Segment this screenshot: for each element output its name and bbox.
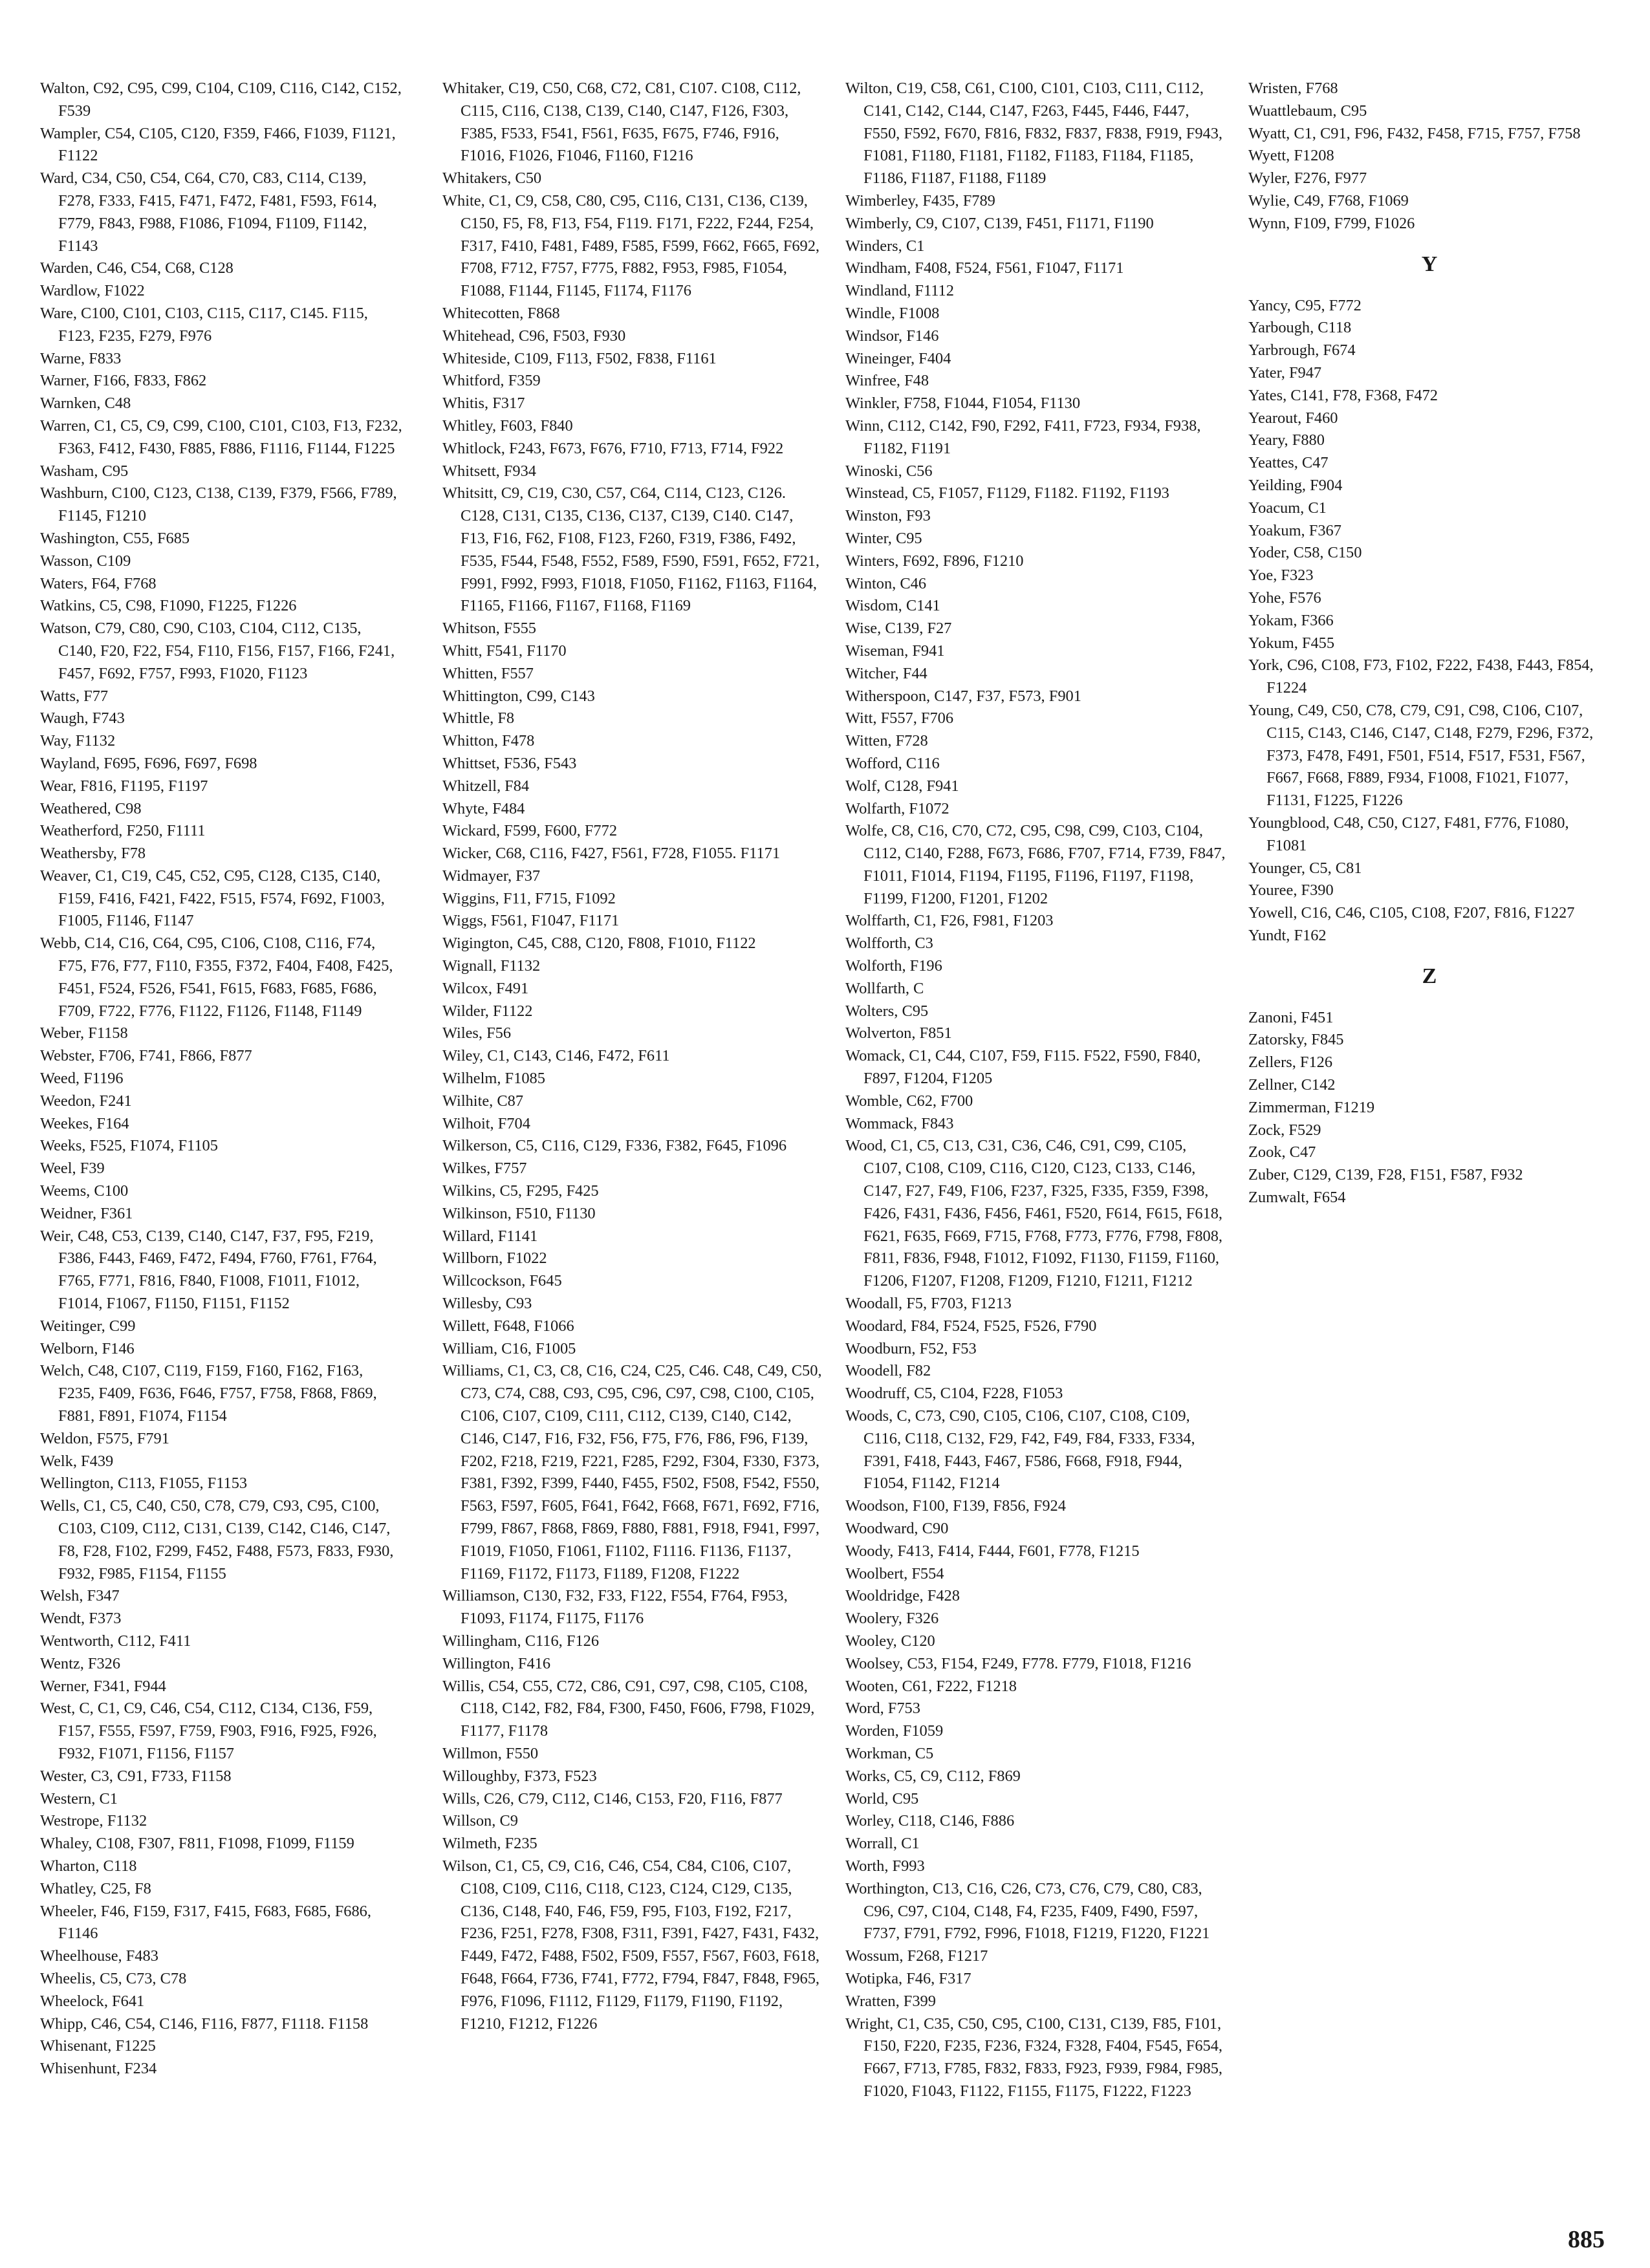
- index-entry: Wristen, F768: [1248, 80, 1338, 97]
- index-entry: Zuber, C129, C139, F28, F151, F587, F932: [1248, 1166, 1523, 1184]
- index-entry: Worth, F993: [845, 1857, 925, 1875]
- index-entry: Wampler, C54, C105, C120, F359, F466, F1039, F1121, F1122: [40, 124, 396, 165]
- index-entry: Wester, C3, C91, F733, F1158: [40, 1767, 232, 1785]
- index-entry: Whitzell, F84: [442, 777, 530, 795]
- index-entry: Yearout, F460: [1248, 409, 1338, 427]
- index-column-4: [1248, 78, 1611, 1209]
- index-entry: Wellington, C113, F1055, F1153: [40, 1474, 248, 1493]
- index-entry: Winstead, C5, F1057, F1129, F1182. F1192, F1193: [845, 484, 1169, 502]
- index-entry: Whitis, F317: [442, 394, 525, 413]
- index-entry: Whitsett, F934: [442, 462, 536, 480]
- index-entry: Willesby, C93: [442, 1295, 532, 1313]
- index-entry: Wylie, C49, F768, F1069: [1248, 191, 1409, 210]
- index-entry: Younger, C5, C81: [1248, 859, 1362, 877]
- index-entry: Winston, F93: [845, 507, 931, 525]
- index-entry: Whitt, F541, F1170: [442, 642, 567, 660]
- index-entry: Washington, C55, F685: [40, 529, 190, 547]
- index-entry: Welch, C48, C107, C119, F159, F160, F162, F163, F235, F409, F636, F646, F757, F758, F868, F869, F881, F891, F1074, F1154: [40, 1362, 377, 1425]
- index-entry: Wood, C1, C5, C13, C31, C36, C46, C91, C99, C105, C107, C108, C109, C116, C120, C123, C133, C146, C147, F27, F49, F106, F237, F325, F335, F359, F398, F426, F431, F436, F456, F461, F520, F614, F615, F618, F621, F635, F669, F715, F768, F773, F776, F798, F808, F811, F836, F948, F1012, F1092, F1130, F1159, F1160, F1206, F1207, F1208, F1209, F1210, F1211, F1212: [845, 1137, 1223, 1290]
- index-entry: Wells, C1, C5, C40, C50, C78, C79, C93, C95, C100, C103, C109, C112, C131, C139, C142, C146, C147, F8, F28, F102, F299, F452, F488, F573, F833, F930, F932, F985, F1154, F1155: [40, 1497, 394, 1582]
- index-entry: Womble, C62, F700: [845, 1092, 973, 1110]
- index-entry: Wyett, F1208: [1248, 147, 1334, 165]
- index-entry: Wignall, F1132: [442, 957, 541, 975]
- index-entry: Ward, C34, C50, C54, C64, C70, C83, C114, C139, F278, F333, F415, F471, F472, F481, F593, F614, F779, F843, F988, F1086, F1094, F1109, F1142, F1143: [40, 169, 377, 255]
- index-entry: Warnken, C48: [40, 394, 131, 413]
- index-entry: Woodall, F5, F703, F1213: [845, 1295, 1012, 1313]
- index-entry: Worley, C118, C146, F886: [845, 1812, 1015, 1830]
- index-entry: Workman, C5: [845, 1744, 934, 1762]
- index-entry: Yater, F947: [1248, 363, 1322, 382]
- index-column-1: [40, 78, 402, 2080]
- index-entry: Wiley, C1, C143, C146, F472, F611: [442, 1047, 670, 1065]
- index-entry: Whitlock, F243, F673, F676, F710, F713, F714, F922: [442, 439, 784, 457]
- index-entry: Wossum, F268, F1217: [845, 1947, 988, 1965]
- index-entry: Watson, C79, C80, C90, C103, C104, C112, C135, C140, F20, F22, F54, F110, F156, F157, F166, F241, F457, F692, F757, F993, F1020, F1123: [40, 620, 395, 682]
- index-entry: Whyte, F484: [442, 799, 525, 817]
- index-entry: Zock, F529: [1248, 1121, 1321, 1139]
- index-entry: Winter, C95: [845, 529, 922, 547]
- index-entry: Yoe, F323: [1248, 567, 1314, 585]
- index-entry: Wheeler, F46, F159, F317, F415, F683, F685, F686, F1146: [40, 1902, 371, 1943]
- index-entry: Wyatt, C1, C91, F96, F432, F458, F715, F757, F758: [1248, 124, 1581, 142]
- index-entry: Wheelis, C5, C73, C78: [40, 1969, 187, 1987]
- index-entry: Wolfforth, C3: [845, 934, 933, 953]
- index-entry: Winn, C112, C142, F90, F292, F411, F723, F934, F938, F1182, F1191: [845, 416, 1201, 457]
- index-entry: Whitecotten, F868: [442, 304, 560, 322]
- index-entry: Wills, C26, C79, C112, C146, C153, F20, F116, F877: [442, 1789, 783, 1808]
- index-column-2: [442, 78, 824, 2035]
- index-entry: Wolfarth, F1072: [845, 799, 950, 817]
- index-entry: Yundt, F162: [1248, 926, 1327, 944]
- index-entry: Woodson, F100, F139, F856, F924: [845, 1497, 1066, 1515]
- index-entry: Walton, C92, C95, C99, C104, C109, C116, C142, C152, F539: [40, 80, 402, 120]
- index-entry: Wratten, F399: [845, 1992, 936, 2010]
- index-entry: Young, C49, C50, C78, C79, C91, C98, C106, C107, C115, C143, C146, C147, C148, F279, F296, F372, F373, F478, F491, F501, F514, F517, F531, F567, F667, F668, F889, F934, F1008, F1021, F1077, F1131, F1225, F1226: [1248, 701, 1594, 810]
- index-entry: Weaver, C1, C19, C45, C52, C95, C128, C135, C140, F159, F416, F421, F422, F515, F574, F692, F1003, F1005, F1146, F1147: [40, 867, 385, 930]
- index-entry: Welk, F439: [40, 1452, 114, 1470]
- index-entry: Whiteside, C109, F113, F502, F838, F1161: [442, 349, 717, 367]
- index-entry: Witten, F728: [845, 732, 928, 750]
- index-entry: Whisenant, F1225: [40, 2037, 156, 2055]
- index-entry: Zumwalt, F654: [1248, 1189, 1346, 1207]
- index-entry: Wicker, C68, C116, F427, F561, F728, F1055. F1171: [442, 845, 781, 863]
- index-entry: Wayland, F695, F696, F697, F698: [40, 754, 257, 772]
- index-entry: Wheelock, F641: [40, 1992, 145, 2010]
- index-entry: Whittset, F536, F543: [442, 754, 577, 772]
- index-entry: Willingham, C116, F126: [442, 1632, 600, 1650]
- index-entry: Wilhelm, F1085: [442, 1070, 545, 1088]
- index-entry: Youngblood, C48, C50, C127, F481, F776, F1080, F1081: [1248, 814, 1569, 854]
- index-entry: Whatley, C25, F8: [40, 1879, 151, 1897]
- index-entry: Watkins, C5, C98, F1090, F1225, F1226: [40, 597, 297, 615]
- index-entry: Yohe, F576: [1248, 589, 1321, 607]
- index-entry: Wilhoit, F704: [442, 1114, 530, 1132]
- index-entry: Willcockson, F645: [442, 1272, 562, 1290]
- index-entry: Willmon, F550: [442, 1744, 539, 1762]
- index-entry: Wardlow, F1022: [40, 282, 145, 300]
- index-column-3: [845, 78, 1227, 2103]
- index-entry: Woodward, C90: [845, 1520, 949, 1537]
- index-entry: Whitakers, C50: [442, 169, 542, 188]
- index-entry: York, C96, C108, F73, F102, F222, F438, F443, F854, F1224: [1248, 656, 1594, 697]
- index-entry: Whitten, F557: [442, 664, 534, 682]
- index-entry: Weel, F39: [40, 1160, 105, 1178]
- index-entry: Weed, F1196: [40, 1070, 124, 1088]
- index-entry: Wentworth, C112, F411: [40, 1632, 191, 1650]
- index-entry: Wolfe, C8, C16, C70, C72, C95, C98, C99, C103, C104, C112, C140, F288, F673, F686, F707, F714, F739, F847, F1011, F1014, F1194, F1195, F1196, F1197, F1198, F1199, F1200, F1201, F1202: [845, 822, 1226, 907]
- index-entry: Whipp, C46, C54, C146, F116, F877, F1118. F1158: [40, 2014, 369, 2033]
- index-entry: Wofford, C116: [845, 754, 940, 772]
- index-entry: Weeks, F525, F1074, F1105: [40, 1137, 218, 1155]
- index-entry: Woolbert, F554: [845, 1564, 944, 1582]
- index-entry: Woodell, F82: [845, 1362, 931, 1380]
- index-entry: Woods, C, C73, C90, C105, C106, C107, C108, C109, C116, C118, C132, F29, F42, F49, F84, F333, F334, F391, F418, F443, F467, F586, F668, F918, F944, F1054, F1142, F1214: [845, 1407, 1195, 1493]
- index-entry: Wynn, F109, F799, F1026: [1248, 214, 1415, 232]
- index-entry: Winters, F692, F896, F1210: [845, 552, 1024, 570]
- index-entry: Washburn, C100, C123, C138, C139, F379, F566, F789, F1145, F1210: [40, 484, 397, 525]
- index-entry: Woodburn, F52, F53: [845, 1339, 977, 1357]
- index-entry: Wuattlebaum, C95: [1248, 102, 1367, 120]
- index-entry: Yokum, F455: [1248, 634, 1335, 652]
- index-entry: Yeattes, C47: [1248, 454, 1329, 472]
- index-entry: Whitford, F359: [442, 372, 541, 390]
- letter-heading: Z: [1422, 964, 1437, 988]
- index-entry: Winders, C1: [845, 237, 925, 255]
- index-entry: Whitehead, C96, F503, F930: [442, 327, 626, 345]
- index-entry: Wasson, C109: [40, 552, 131, 570]
- index-entry: Woodruff, C5, C104, F228, F1053: [845, 1385, 1063, 1403]
- index-entry: Willson, C9: [442, 1812, 518, 1830]
- index-entry: Yoder, C58, C150: [1248, 544, 1362, 562]
- index-entry: Wise, C139, F27: [845, 620, 952, 638]
- index-entry: Whitson, F555: [442, 620, 536, 638]
- index-entry: Woolery, F326: [845, 1610, 939, 1628]
- index-entry: Wilkes, F757: [442, 1160, 527, 1178]
- index-entry: Washam, C95: [40, 462, 129, 480]
- index-entry: Willett, F648, F1066: [442, 1317, 574, 1335]
- index-entry: Wiseman, F941: [845, 642, 945, 660]
- index-entry: Windland, F1112: [845, 282, 954, 300]
- index-entry: Weber, F1158: [40, 1024, 128, 1042]
- index-entry: Yowell, C16, C46, C105, C108, F207, F816, F1227: [1248, 904, 1575, 922]
- index-entry: Whitton, F478: [442, 732, 535, 750]
- index-entry: Wyler, F276, F977: [1248, 169, 1367, 188]
- index-entry: Whittington, C99, C143: [442, 687, 595, 705]
- index-entry: Willington, F416: [442, 1654, 551, 1672]
- index-entry: Wilson, C1, C5, C9, C16, C46, C54, C84, C106, C107, C108, C109, C116, C118, C123, C124, C129, C135, C136, C148, F40, F46, F59, F95, F103, F192, F217, F236, F251, F278, F308, F311, F391, F427, F431, F432, F449, F472, F488, F502, F509, F557, F567, F603, F618, F648, F664, F736, F741, F772, F794, F847, F848, F965, F976, F1096, F1112, F1129, F1179, F1190, F1192, F1210, F1212, F1226: [442, 1857, 820, 2033]
- index-entry: Wimberley, F435, F789: [845, 191, 995, 210]
- index-entry: Yarbough, C118: [1248, 319, 1352, 337]
- index-entry: Whitley, F603, F840: [442, 416, 573, 435]
- index-entry: Windham, F408, F524, F561, F1047, F1171: [845, 259, 1124, 277]
- index-entry: Welsh, F347: [40, 1587, 120, 1605]
- page-number: 885: [1568, 2226, 1605, 2253]
- index-entry: Yarbrough, F674: [1248, 341, 1356, 360]
- index-entry: Whisenhunt, F234: [40, 2060, 157, 2078]
- index-entry: Webb, C14, C16, C64, C95, C106, C108, C116, F74, F75, F76, F77, F110, F355, F372, F404, F408, F425, F451, F524, F526, F541, F615, F683, F685, F686, F709, F722, F776, F1122, F1126, F1148, F1149: [40, 934, 393, 1020]
- index-entry: Woody, F413, F414, F444, F601, F778, F1215: [845, 1542, 1140, 1560]
- letter-heading: Y: [1421, 252, 1438, 276]
- index-entry: Weir, C48, C53, C139, C140, C147, F37, F95, F219, F386, F443, F469, F472, F494, F760, F761, F764, F765, F771, F816, F840, F1008, F1011, F1012, F1014, F1067, F1150, F1151, F1152: [40, 1227, 377, 1313]
- index-entry: Wineinger, F404: [845, 349, 951, 367]
- index-entry: Willborn, F1022: [442, 1249, 547, 1268]
- index-entry: Worthington, C13, C16, C26, C73, C76, C79, C80, C83, C96, C97, C104, C148, F4, F235, F409, F490, F597, F737, F791, F792, F996, F1018, F1219, F1220, F1221: [845, 1879, 1210, 1943]
- index-entry: World, C95: [845, 1789, 919, 1808]
- index-entry: Worden, F1059: [845, 1722, 944, 1740]
- index-entry: Wolf, C128, F941: [845, 777, 959, 795]
- index-entry: Wentz, F326: [40, 1654, 121, 1672]
- index-entry: Yeilding, F904: [1248, 476, 1343, 494]
- index-entry: Yokam, F366: [1248, 611, 1334, 629]
- index-entry: Word, F753: [845, 1700, 920, 1718]
- index-entry: Willis, C54, C55, C72, C86, C91, C97, C98, C105, C108, C118, C142, F82, F84, F300, F450, F606, F798, F1029, F1177, F1178: [442, 1677, 815, 1740]
- index-entry: Yeary, F880: [1248, 431, 1325, 449]
- index-entry: Wright, C1, C35, C50, C95, C100, C131, C139, F85, F101, F150, F220, F235, F236, F324, F328, F404, F545, F654, F667, F713, F785, F832, F833, F923, F939, F984, F985, F1020, F1043, F1122, F1155, F1175, F1222, F1223: [845, 2014, 1223, 2100]
- index-entry: William, C16, F1005: [442, 1339, 576, 1357]
- index-entry: Whitsitt, C9, C19, C30, C57, C64, C114, C123, C126. C128, C131, C135, C136, C137, C139, C140. C147, F13, F16, F62, F108, F123, F260, F319, F386, F492, F535, F544, F548, F552, F589, F590, F591, F652, F721, F991, F992, F993, F1018, F1050, F1162, F1163, F1164, F1165, F1166, F1167, F1168, F1169: [442, 484, 820, 615]
- index-entry: Wear, F816, F1195, F1197: [40, 777, 208, 795]
- index-entry: Ware, C100, C101, C103, C115, C117, C145. F115, F123, F235, F279, F976: [40, 304, 368, 345]
- index-entry: Warne, F833: [40, 349, 122, 367]
- index-entry: Wimberly, C9, C107, C139, F451, F1171, F1190: [845, 214, 1154, 232]
- index-entry: Woodard, F84, F524, F525, F526, F790: [845, 1317, 1097, 1335]
- index-entry: Zellers, F126: [1248, 1053, 1333, 1072]
- index-entry: Works, C5, C9, C112, F869: [845, 1767, 1021, 1785]
- index-entry: Windle, F1008: [845, 304, 940, 322]
- index-entry: Yancy, C95, F772: [1248, 296, 1362, 314]
- index-entry: Zatorsky, F845: [1248, 1031, 1344, 1049]
- index-entry: Welborn, F146: [40, 1339, 135, 1357]
- index-entry: Wolforth, F196: [845, 957, 942, 975]
- index-entry: Weidner, F361: [40, 1204, 133, 1222]
- index-entry: Weems, C100: [40, 1182, 129, 1200]
- index-entry: Wolters, C95: [845, 1002, 929, 1020]
- index-entry: Witcher, F44: [845, 664, 928, 682]
- index-entry: Weathersby, F78: [40, 845, 146, 863]
- index-entry: Wilcox, F491: [442, 979, 529, 997]
- index-entry: Woolsey, C53, F154, F249, F778. F779, F1018, F1216: [845, 1654, 1191, 1672]
- index-entry: Waugh, F743: [40, 709, 125, 728]
- index-entry: Zellner, C142: [1248, 1076, 1336, 1094]
- index-entry: Wilhite, C87: [442, 1092, 524, 1110]
- index-entry: Winkler, F758, F1044, F1054, F1130: [845, 394, 1081, 413]
- index-entry: Zimmerman, F1219: [1248, 1098, 1375, 1116]
- index-entry: Wheelhouse, F483: [40, 1947, 158, 1965]
- index-entry: Wollfarth, C: [845, 979, 924, 997]
- index-entry: Wilkins, C5, F295, F425: [442, 1182, 599, 1200]
- index-entry: Whaley, C108, F307, F811, F1098, F1099, F1159: [40, 1835, 354, 1853]
- index-entry: Yoacum, C1: [1248, 499, 1327, 517]
- index-entry: Wolffarth, C1, F26, F981, F1203: [845, 912, 1054, 930]
- index-entry: Wilmeth, F235: [442, 1835, 537, 1853]
- index-entry: Widmayer, F37: [442, 867, 541, 885]
- index-entry: Westrope, F1132: [40, 1812, 147, 1830]
- index-entry: Witt, F557, F706: [845, 709, 954, 728]
- index-entry: Yoakum, F367: [1248, 521, 1341, 539]
- index-entry: Wharton, C118: [40, 1857, 137, 1875]
- index-entry: Zanoni, F451: [1248, 1008, 1334, 1026]
- index-entry: Wiggins, F11, F715, F1092: [442, 889, 616, 907]
- index-entry: Wendt, F373: [40, 1610, 122, 1628]
- index-entry: Zook, C47: [1248, 1143, 1316, 1161]
- index-entry: Womack, C1, C44, C107, F59, F115. F522, F590, F840, F897, F1204, F1205: [845, 1047, 1201, 1088]
- index-entry: Worrall, C1: [845, 1835, 920, 1853]
- index-entry: Warner, F166, F833, F862: [40, 372, 207, 390]
- index-entry: Wooten, C61, F222, F1218: [845, 1677, 1017, 1695]
- index-entry: Weatherford, F250, F1111: [40, 822, 206, 840]
- index-entry: Weekes, F164: [40, 1114, 129, 1132]
- index-entry: Wotipka, F46, F317: [845, 1969, 972, 1987]
- index-entry: Wilton, C19, C58, C61, C100, C101, C103, C111, C112, C141, C142, C144, C147, F263, F445, F446, F447, F550, F592, F670, F816, F832, F837, F838, F919, F943, F1081, F1180, F1181, F1182, F1183, F1184, F1185, F1186, F1187, F1188, F1189: [845, 80, 1223, 188]
- index-entry: Warren, C1, C5, C9, C99, C100, C101, C103, F13, F232, F363, F412, F430, F885, F886, F1116, F1144, F1225: [40, 416, 402, 457]
- index-entry: Wisdom, C141: [845, 597, 940, 615]
- index-entry: Witherspoon, C147, F37, F573, F901: [845, 687, 1081, 705]
- index-entry: Winfree, F48: [845, 372, 929, 390]
- index-entry: Winoski, C56: [845, 462, 933, 480]
- index-entry: Wilkinson, F510, F1130: [442, 1204, 596, 1222]
- index-entry: Weathered, C98: [40, 799, 142, 817]
- index-entry: Wilkerson, C5, C116, C129, F336, F382, F645, F1096: [442, 1137, 787, 1155]
- index-entry: Werner, F341, F944: [40, 1677, 166, 1695]
- index-entry: Wilder, F1122: [442, 1002, 533, 1020]
- index-entry: Wolverton, F851: [845, 1024, 952, 1042]
- index-entry: Warden, C46, C54, C68, C128: [40, 259, 233, 277]
- index-entry: Williamson, C130, F32, F33, F122, F554, F764, F953, F1093, F1174, F1175, F1176: [442, 1587, 788, 1628]
- index-entry: Weitinger, C99: [40, 1317, 136, 1335]
- index-entry: Weldon, F575, F791: [40, 1429, 169, 1447]
- index-entry: Western, C1: [40, 1789, 118, 1808]
- index-entry: Wigington, C45, C88, C120, F808, F1010, F1122: [442, 934, 756, 953]
- index-entry: Whittle, F8: [442, 709, 515, 728]
- index-entry: Wommack, F843: [845, 1114, 954, 1132]
- index-entry: Wiggs, F561, F1047, F1171: [442, 912, 620, 930]
- index-entry: Wooley, C120: [845, 1632, 935, 1650]
- index-entry: Willoughby, F373, F523: [442, 1767, 597, 1785]
- index-entry: Windsor, F146: [845, 327, 939, 345]
- index-entry: West, C, C1, C9, C46, C54, C112, C134, C136, F59, F157, F555, F597, F759, F903, F916, F925, F926, F932, F1071, F1156, F1157: [40, 1700, 377, 1762]
- index-entry: Wiles, F56: [442, 1024, 512, 1042]
- index-entry: Wooldridge, F428: [845, 1587, 960, 1605]
- index-entry: Way, F1132: [40, 732, 116, 750]
- index-entry: Watts, F77: [40, 687, 109, 705]
- index-entry: Winton, C46: [845, 574, 927, 592]
- index-entry: Wickard, F599, F600, F772: [442, 822, 618, 840]
- index-entry: Whitaker, C19, C50, C68, C72, C81, C107. C108, C112, C115, C116, C138, C139, C140, C147, F126, F303, F385, F533, F541, F561, F635, F675, F746, F916, F1016, F1026, F1046, F1160, F1216: [442, 80, 801, 165]
- index-entry: Youree, F390: [1248, 881, 1334, 900]
- index-entry: Yates, C141, F78, F368, F472: [1248, 386, 1438, 404]
- index-entry: Williams, C1, C3, C8, C16, C24, C25, C46. C48, C49, C50, C73, C74, C88, C93, C95, C96, C97, C98, C100, C105, C106, C107, C109, C111, C112, C139, C140, C142, C146, C147, F16, F32, F56, F75, F76, F86, F96, F139, F202, F218, F219, F221, F285, F292, F304, F330, F373, F381, F392, F399, F440, F455, F502, F508, F542, F550, F563, F597, F605, F641, F642, F668, F671, F692, F716, F799, F867, F868, F869, F880, F881, F918, F941, F997, F1019, F1050, F1061, F1102, F1116. F1136, F1137, F1169, F1172, F1173, F1189, F1208, F1222: [442, 1362, 822, 1582]
- index-entry: Weedon, F241: [40, 1092, 132, 1110]
- index-entry: Waters, F64, F768: [40, 574, 157, 592]
- index-entry: Webster, F706, F741, F866, F877: [40, 1047, 252, 1065]
- index-entry: White, C1, C9, C58, C80, C95, C116, C131, C136, C139, C150, F5, F8, F13, F54, F119. F171, F222, F244, F254, F317, F410, F481, F489, F585, F599, F662, F665, F692, F708, F712, F757, F775, F882, F953, F985, F1054, F1088, F1144, F1145, F1174, F1176: [442, 191, 820, 300]
- index-entry: Willard, F1141: [442, 1227, 538, 1245]
